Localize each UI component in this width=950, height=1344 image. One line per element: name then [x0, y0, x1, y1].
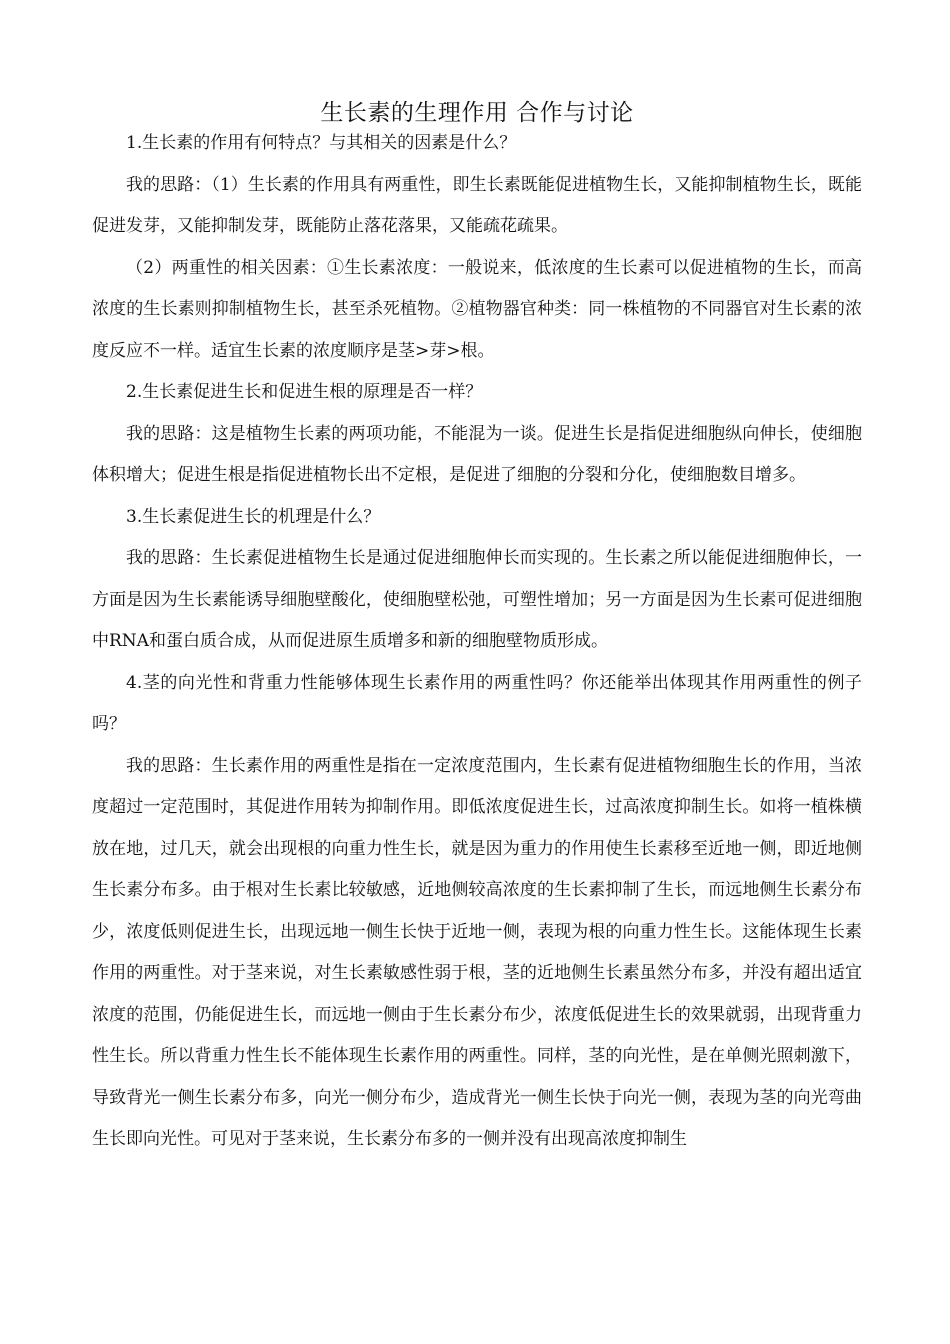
question-3: 3.生长素促进生长的机理是什么？: [126, 506, 381, 527]
question-4: 4.茎的向光性和背重力性能够体现生长素作用的两重性吗？你还能举出体现其作用两重性的例子吗？: [92, 672, 862, 734]
answer-3: 我的思路：生长素促进植物生长是通过促进细胞伸长而实现的。生长素之所以能促进细胞伸长，一方面是因为生长素能诱导细胞壁酸化，使细胞壁松弛，可塑性增加；另一方面是因为生长素可促进细胞中RNA和蛋白质合成，从而促进原生质增多和新的细胞壁物质形成。: [92, 548, 862, 651]
answer-1-part-1: 我的思路：（1）生长素的作用具有两重性，即生长素既能促进植物生长，又能抑制植物生长，既能促进发芽，又能抑制发芽，既能防止落花落果，又能疏花疏果。: [92, 174, 862, 236]
answer-2: 我的思路：这是植物生长素的两项功能，不能混为一谈。促进生长是指促进细胞纵向伸长，使细胞体积增大；促进生根是指促进植物长出不定根，是促进了细胞的分裂和分化，使细胞数目增多。: [92, 423, 862, 485]
question-2: 2.生长素促进生长和促进生根的原理是否一样？: [126, 382, 483, 402]
answer-1-part-2: （2）两重性的相关因素：①生长素浓度：一般说来，低浓度的生长素可以促进植物的生长，而高浓度的生长素则抑制植物生长，甚至杀死植物。②植物器官种类：同一株植物的不同器官对生长素的浓度反应不一样。适宜生长素的浓度顺序是茎>芽>根。: [92, 257, 862, 361]
answer-4: 我的思路：生长素作用的两重性是指在一定浓度范围内，生长素有促进植物细胞生长的作用，当浓度超过一定范围时，其促进作用转为抑制作用。即低浓度促进生长，过高浓度抑制生长。如将一植株横放在地，过几天，就会出现根的向重力性生长，就是因为重力的作用使生长素移至近地一侧，即近地侧生长素分布多。由于根对生长素比较敏感，近地侧较高浓度的生长素抑制了生长，而远地侧生长素分布少，浓度低则促进生长，出现远地一侧生长快于近地一侧，表现为根的向重力性生长。这能体现生长素作用的两重性。对于茎来说，对生长素敏感性弱于根，茎的近地侧生长素虽然分布多，并没有超出适宜浓度的范围，仍能促进生长，而远地一侧由于生长素分布少，浓度低促进生长的效果就弱，出现背重力性生长。所以背重力性生长不能体现生长素作用的两重性。同样，茎的向光性，是在单侧光照刺激下，导致背光一侧生长素分布多，向光一侧分布少，造成背光一侧生长快于向光一侧，表现为茎的向光弯曲生长即向光性。可见对于茎来说，生长素分布多的一侧并没有出现高浓度抑制生: [92, 755, 862, 1149]
question-1: 1.生长素的作用有何特点？与其相关的因素是什么？: [126, 133, 517, 153]
document-page: [92, 96, 862, 1161]
page-title: 生长素的生理作用 合作与讨论: [320, 100, 634, 126]
